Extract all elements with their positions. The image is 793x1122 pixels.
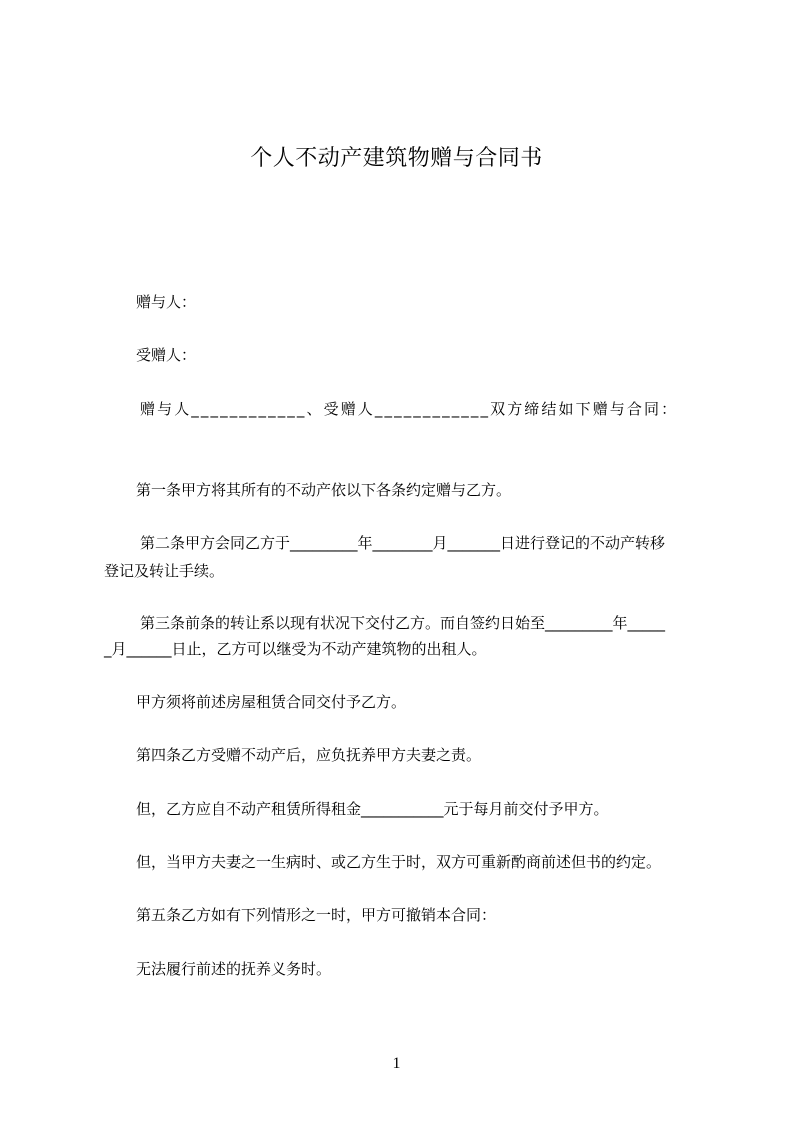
revocation-condition-line: 无法履行前述的抚养义务时。	[136, 960, 332, 978]
donee-line: 受赠人：	[136, 346, 197, 364]
article-1-line: 第一条甲方将其所有的不动产依以下各条约定赠与乙方。	[136, 481, 512, 499]
article-2-line: 第二条甲方会同乙方于_________年________月_______日进行登记的不动产转移	[140, 534, 666, 552]
rent-proviso-line: 但，乙方应自不动产租赁所得租金___________元于每月前交付予甲方。	[136, 800, 609, 818]
page-number: 1	[392, 1055, 401, 1072]
article-3-continuation: _月______日止，乙方可以继受为不动产建筑物的出租人。	[104, 640, 487, 658]
article-5-line: 第五条乙方如有下列情形之一时，甲方可撤销本合同：	[136, 906, 497, 924]
contract-intro-line: 赠与人____________、受赠人____________双方缔结如下赠与合同：	[140, 400, 679, 418]
donor-line: 赠与人：	[136, 293, 197, 311]
document-title: 个人不动产建筑物赠与合同书	[250, 146, 543, 171]
article-4-line: 第四条乙方受赠不动产后，应负抚养甲方夫妻之责。	[136, 746, 482, 764]
article-2-continuation: 登记及转让手续。	[104, 562, 225, 580]
article-3-line: 第三条前条的转让系以现有状况下交付乙方。而自签约日始至_________年_____	[140, 614, 666, 632]
lease-delivery-line: 甲方须将前述房屋租赁合同交付予乙方。	[136, 693, 407, 711]
renegotiation-proviso-line: 但，当甲方夫妻之一生病时、或乙方生于时，双方可重新酌商前述但书的约定。	[136, 853, 662, 871]
